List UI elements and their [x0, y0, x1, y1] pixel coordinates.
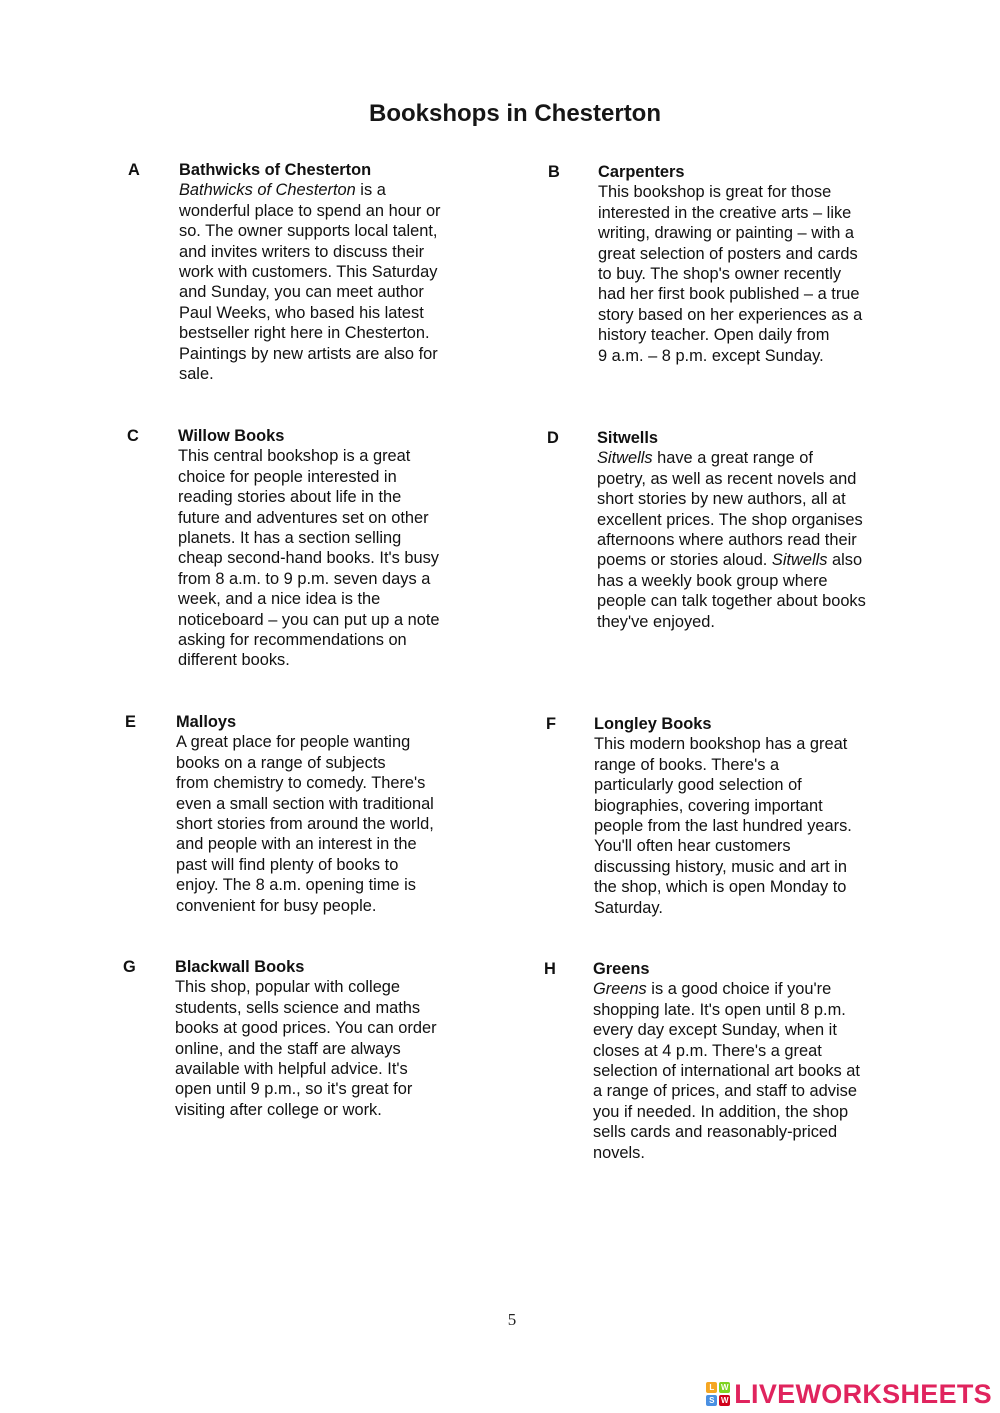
bookshop-description [178, 446, 440, 670]
description-line: you if needed. In addition, the shop [593, 1102, 849, 1121]
entry-letter: H [544, 960, 556, 978]
bookshop-description [175, 977, 437, 1120]
bookshop-description [597, 448, 866, 632]
bookshop-description [179, 180, 441, 384]
description-line: poems or stories aloud. Sitwells also [597, 551, 863, 570]
logo-tile: W [720, 1396, 729, 1405]
description-line: had her first book published – a true [598, 285, 860, 304]
bookshop-name: Willow Books [178, 427, 285, 445]
liveworksheets-wordmark: LIVEWORKSHEETS [734, 1378, 992, 1409]
page-title: Bookshops in Chesterton [368, 100, 662, 127]
description-line: online, and the staff are always [175, 1039, 401, 1058]
description-line: novels. [593, 1143, 645, 1162]
description-line: afternoons where authors read their [597, 531, 857, 550]
description-line: great selection of posters and cards [598, 244, 858, 263]
description-line: asking for recommendations on [178, 631, 407, 650]
logo-tile: L [706, 1382, 717, 1393]
description-line: wonderful place to spend an hour or [179, 201, 441, 220]
entry-letter: D [547, 429, 559, 447]
description-line: students, sells science and maths [175, 998, 421, 1017]
description-line: 9 a.m. – 8 p.m. except Sunday. [598, 346, 824, 365]
description-line: work with customers. This Saturday [179, 263, 438, 282]
bookshop-name: Carpenters [598, 163, 685, 181]
italic-shop-name: Sitwells [771, 551, 828, 570]
description-line: This central bookshop is a great [178, 447, 411, 466]
description-line: Sitwells have a great range of [597, 449, 813, 468]
description-line: bestseller right here in Chesterton. [179, 324, 430, 343]
description-line: short stories by new authors, all at [597, 490, 846, 509]
description-line: range of books. There's a [594, 755, 780, 774]
description-line: Bathwicks of Chesterton is a [179, 181, 386, 200]
description-line: writing, drawing or painting – with a [598, 224, 855, 243]
description-line: so. The owner supports local talent, [179, 222, 438, 241]
description-line: This modern bookshop has a great [594, 735, 848, 754]
liveworksheets-logo [706, 1379, 992, 1409]
description-line: particularly good selection of [594, 776, 802, 795]
italic-shop-name: Bathwicks of Chesterton [179, 181, 356, 200]
description-line: has a weekly book group where [597, 571, 828, 590]
description-line: and Sunday, you can meet author [179, 283, 424, 302]
description-line: available with helpful advice. It's [175, 1060, 408, 1079]
logo-tile: S [706, 1395, 717, 1406]
description-line: choice for people interested in [178, 467, 397, 486]
bookshop-name: Malloys [176, 713, 237, 731]
description-line: the shop, which is open Monday to [594, 878, 847, 897]
description-line: This bookshop is great for those [598, 183, 832, 202]
bookshop-description [176, 732, 434, 916]
description-line: books at good prices. You can order [175, 1019, 437, 1038]
description-line: even a small section with traditional [176, 794, 434, 813]
description-line: every day except Sunday, when it [593, 1021, 837, 1040]
description-line: noticeboard – you can put up a note [178, 610, 440, 629]
description-line: from 8 a.m. to 9 p.m. seven days a [178, 569, 431, 588]
bookshop-name: Blackwall Books [175, 958, 305, 976]
description-line: and invites writers to discuss their [179, 242, 425, 261]
description-line: discussing history, music and art in [594, 857, 847, 876]
description-line: This shop, popular with college [175, 978, 401, 997]
description-line: excellent prices. The shop organises [597, 510, 863, 529]
description-line: they've enjoyed. [597, 612, 715, 631]
description-line: biographies, covering important [594, 796, 823, 815]
description-line: people from the last hundred years. [594, 817, 852, 836]
description-line: Paul Weeks, who based his latest [179, 303, 424, 322]
description-line: closes at 4 p.m. There's a great [593, 1041, 822, 1060]
description-line: selection of international art books at [593, 1062, 860, 1081]
description-line: future and adventures set on other [178, 508, 429, 527]
description-line: Saturday. [594, 898, 663, 917]
entry-letter: C [127, 427, 139, 445]
description-line: cheap second-hand books. It's busy [178, 549, 439, 568]
description-line: to buy. The shop's owner recently [598, 265, 842, 284]
bookshop-name: Sitwells [597, 429, 659, 447]
description-line: different books. [178, 651, 290, 670]
description-line: poetry, as well as recent novels and [597, 469, 857, 488]
entry-letter: B [548, 163, 560, 181]
description-line: from chemistry to comedy. There's [176, 774, 426, 793]
description-line: interested in the creative arts – like [598, 203, 852, 222]
description-line: week, and a nice idea is the [178, 590, 381, 609]
bookshop-description [594, 734, 852, 918]
liveworksheets-icon [706, 1382, 730, 1406]
description-line: You'll often hear customers [594, 837, 791, 856]
description-line: Paintings by new artists are also for [179, 344, 438, 363]
italic-shop-name: Sitwells [597, 449, 653, 468]
entry-letter: A [128, 161, 140, 179]
bookshop-name: Bathwicks of Chesterton [179, 161, 372, 179]
description-line: convenient for busy people. [176, 896, 377, 915]
entry-letter: F [546, 715, 557, 733]
logo-tile: W [720, 1383, 729, 1392]
description-line: A great place for people wanting [176, 733, 411, 752]
description-line: and people with an interest in the [176, 835, 417, 854]
description-line: visiting after college or work. [175, 1100, 382, 1119]
description-line: sale. [179, 365, 214, 384]
description-line: past will find plenty of books to [176, 855, 399, 874]
description-line: story based on her experiences as a [598, 305, 863, 324]
description-line: planets. It has a section selling [178, 529, 402, 548]
description-line: shopping late. It's open until 8 p.m. [593, 1000, 846, 1019]
description-line: enjoy. The 8 a.m. opening time is [176, 876, 416, 895]
description-line: history teacher. Open daily from [598, 326, 830, 345]
bookshop-description [593, 979, 860, 1163]
italic-shop-name: Greens [593, 980, 647, 999]
description-line: sells cards and reasonably-priced [593, 1123, 838, 1142]
description-line: open until 9 p.m., so it's great for [175, 1080, 413, 1099]
entry-letter: G [123, 958, 136, 976]
description-line: Greens is a good choice if you're [593, 980, 832, 999]
entry-letter: E [125, 713, 136, 731]
description-line: a range of prices, and staff to advise [593, 1082, 857, 1101]
bookshop-name: Greens [593, 960, 650, 978]
description-line: people can talk together about books [597, 592, 866, 611]
description-line: books on a range of subjects [176, 753, 386, 772]
description-line: reading stories about life in the [178, 488, 402, 507]
bookshop-name: Longley Books [594, 715, 712, 733]
description-line: short stories from around the world, [176, 815, 434, 834]
page-number: 5 [507, 1310, 517, 1329]
bookshop-description [598, 182, 862, 366]
